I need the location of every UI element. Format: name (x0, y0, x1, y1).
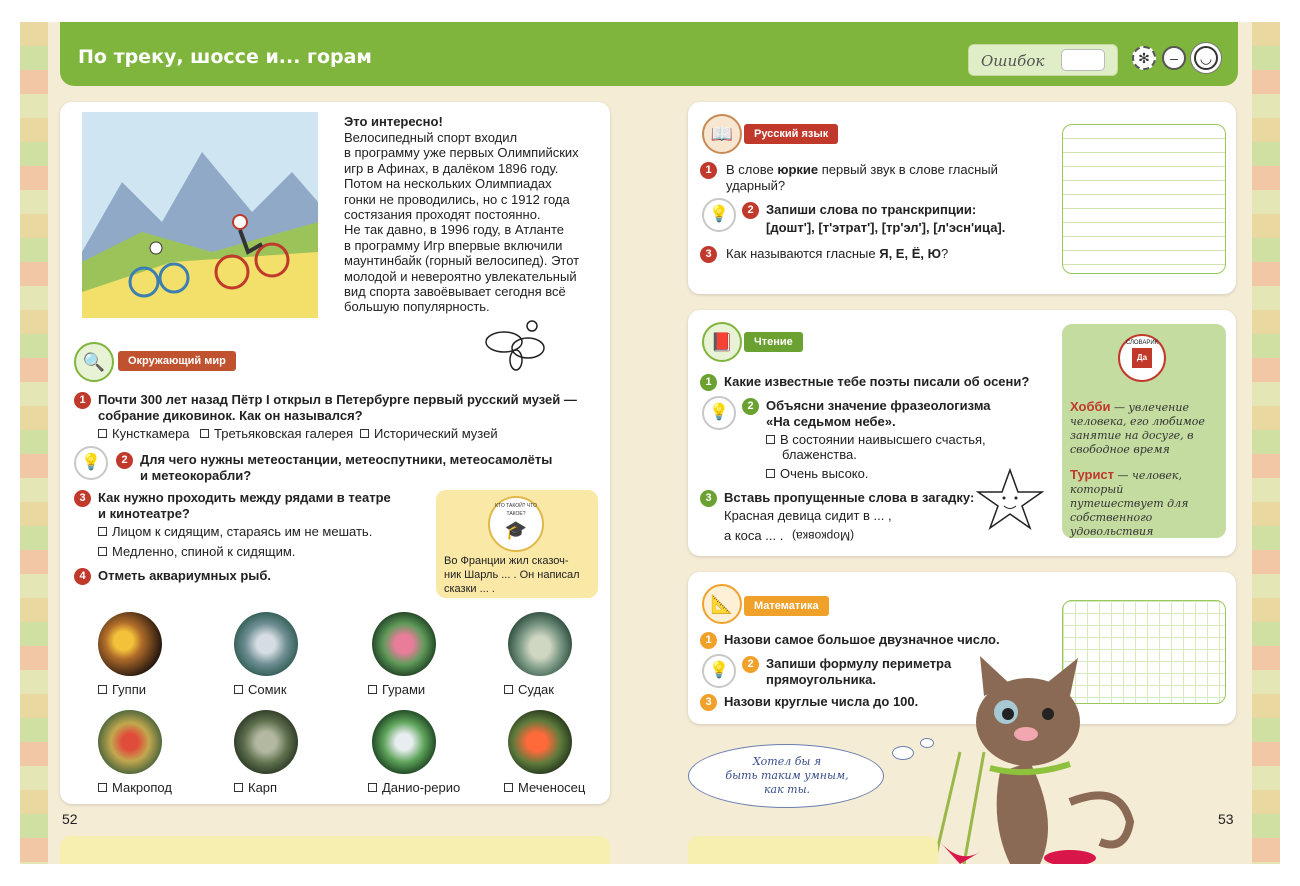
interesting-line: игр в Афинах, в далёком 1896 году. (344, 160, 559, 176)
question-text: Объясни значение фразеологизма (766, 398, 991, 413)
question-text: и кинотеатре? (98, 506, 190, 521)
option-very-high[interactable]: Очень высоко. (766, 466, 868, 481)
option-tretyakov[interactable]: Третьяковская галерея (200, 426, 353, 441)
question-text: и метеокорабли? (140, 468, 252, 483)
riddle-line-2: а коса ... . (724, 528, 784, 543)
neutral-face-icon[interactable]: – (1162, 46, 1186, 70)
question-text: Для чего нужны метеостанции, метеоспутники, метеосамолёты (140, 452, 553, 467)
lightbulb-icon: 💡 (74, 446, 108, 480)
errors-counter (968, 44, 1118, 76)
fish-option-carp[interactable]: Карп (234, 780, 277, 795)
interesting-line: Потом на нескольких Олимпиадах (344, 176, 552, 192)
lightbulb-icon: 💡 (702, 396, 736, 430)
fish-image-catfish (234, 612, 298, 676)
subject-tag-math: Математика (744, 596, 829, 616)
question-text: Как нужно проходить между рядами в театре (98, 490, 391, 505)
speech-line-1: Хотел бы я (752, 755, 822, 768)
magnifier-icon: 🔍 (74, 342, 114, 382)
question-text: Запиши слова по транскрипции: (766, 202, 977, 217)
interesting-line: молодой и невероятно увлекательный (344, 268, 577, 284)
subject-tag-russian: Русский язык (744, 124, 838, 144)
fish-option-catfish[interactable]: Сомик (234, 682, 287, 697)
dictionary-book-icon: СЛОВАРИК Да (1118, 334, 1166, 382)
answer-lines-russian[interactable] (1062, 124, 1226, 274)
question-number: 1 (700, 162, 717, 179)
question-text: прямоугольника. (766, 672, 876, 687)
question-number: 2 (116, 452, 133, 469)
book-pencil-icon: 📖 (702, 114, 742, 154)
question-text: Какие известные тебе поэты писали об осени? (724, 374, 1030, 389)
who-text-3: сказки ... . (444, 583, 495, 595)
fish-image-macropod (98, 710, 162, 774)
hobby-definition: Хобби — увлечение человека, его любимое занятие на досуге, в свободное время (1070, 399, 1205, 456)
question-number: 1 (74, 392, 91, 409)
interesting-line: вид спорта завоёвывает сегодня всё (344, 284, 566, 299)
option-back-forward[interactable]: Медленно, спиной к сидящим. (98, 544, 295, 559)
option-happiness[interactable]: В состоянии наивысшего счастья, (766, 432, 986, 447)
question-number: 3 (700, 490, 717, 507)
interesting-line: состязания проходят постоянно. (344, 207, 541, 222)
interesting-line: маунтинбайк (горный велосипед). Этот (344, 253, 580, 269)
option-kunstkamera[interactable]: Кунсткамера (98, 426, 190, 441)
bottom-strip-left (60, 836, 610, 864)
russian-panel (688, 102, 1236, 294)
who-what-box (436, 490, 598, 598)
interesting-line: Не так давно, в 1996 году, в Атланте (344, 222, 564, 238)
speech-line-3: как ты. (763, 783, 811, 796)
question-number: 1 (700, 374, 717, 391)
header-bar (60, 22, 1238, 86)
pencil-ruler-icon: 📐 (702, 584, 742, 624)
lightbulb-icon: 💡 (702, 654, 736, 688)
question-text: Отметь аквариумных рыб. (98, 568, 271, 583)
question-number: 4 (74, 568, 91, 585)
left-panel (60, 102, 610, 804)
option-face-forward[interactable]: Лицом к сидящим, стараясь им не мешать. (98, 524, 372, 539)
page-title: По треку, шоссе и... горам (78, 46, 372, 68)
question-text: [дошт'], [т'этрат'], [тр'эл'], [л'эсн'ица]. (766, 220, 1006, 235)
cyclists-illustration (82, 112, 318, 318)
who-text-2: ник Шарль ... . Он написал (444, 569, 580, 581)
page-number-left: 52 (62, 811, 78, 827)
fish-option-zander[interactable]: Судак (504, 682, 554, 697)
question-number: 3 (700, 694, 717, 711)
dictionary-box (1062, 324, 1226, 538)
page-number-right: 53 (1218, 811, 1234, 827)
question-text: собрание диковинок. Как он назывался? (98, 408, 363, 423)
fish-image-carp (234, 710, 298, 774)
book-spread (20, 22, 1280, 864)
option-happiness-cont: блаженства. (782, 447, 857, 462)
fish-option-guppy[interactable]: Гуппи (98, 682, 146, 697)
riddle-answer: (Морковка) (792, 529, 855, 543)
errors-input[interactable] (1061, 49, 1105, 71)
interesting-line: гонки не проводились, но с 1912 года (344, 191, 570, 207)
fish-image-danio (372, 710, 436, 774)
option-historical[interactable]: Исторический музей (360, 426, 498, 441)
cat-mascot (920, 652, 1140, 864)
subject-tag-reading: Чтение (744, 332, 803, 352)
question-text: ударный? (726, 178, 786, 193)
right-stripe (1252, 22, 1280, 864)
reading-panel (688, 310, 1236, 556)
butterfly-icon (480, 314, 550, 374)
question-text: Назови круглые числа до 100. (724, 694, 919, 709)
question-text: Назови самое большое двузначное число. (724, 632, 1000, 647)
book-icon: 📕 (702, 322, 742, 362)
star-face-icon (976, 466, 1046, 532)
question-text: В слове юркие первый звук в слове гласный (726, 162, 998, 177)
question-number: 3 (74, 490, 91, 507)
speech-bubble (688, 744, 884, 808)
happy-face-icon[interactable]: ◡ (1194, 46, 1218, 70)
question-number: 2 (742, 202, 759, 219)
fish-image-guppy (98, 612, 162, 676)
interesting-line: в программу уже первых Олимпийских (344, 145, 579, 161)
bottom-strip-right (688, 836, 938, 864)
fish-option-gourami[interactable]: Гурами (368, 682, 425, 697)
fish-image-swordtail (508, 710, 572, 774)
interesting-line: большую популярность. (344, 299, 490, 315)
question-number: 3 (700, 246, 717, 263)
who-text-1: Во Франции жил сказоч- (444, 555, 569, 567)
fish-image-zander (508, 612, 572, 676)
tourist-definition: Турист — человек, который путешествует для собственного удовольствия (1070, 467, 1189, 538)
interesting-line: Велосипедный спорт входил (344, 130, 518, 145)
question-text: «На седьмом небе». (766, 414, 896, 429)
fish-option-danio[interactable]: Данио-рерио (368, 780, 460, 795)
left-stripe (20, 22, 48, 864)
question-number: 2 (742, 398, 759, 415)
question-text: Почти 300 лет назад Пётр I открыл в Петербурге первый русский музей — (98, 392, 577, 407)
graduation-cap-icon: КТО ТАКОЙ? ЧТО ТАКОЕ? 🎓 (488, 496, 544, 552)
question-text: Как называются гласные Я, Е, Ё, Ю? (726, 246, 949, 261)
fish-image-gourami (372, 612, 436, 676)
question-text: Запиши формулу периметра (766, 656, 952, 671)
subject-tag-world: Окружающий мир (118, 351, 236, 371)
interesting-title: Это интересно! (344, 114, 443, 129)
fish-option-swordtail[interactable]: Меченосец (504, 780, 585, 795)
speech-line-2: быть таким умным, (725, 769, 849, 782)
question-text: Вставь пропущенные слова в загадку: (724, 490, 975, 505)
fish-option-macropod[interactable]: Макропод (98, 780, 172, 795)
errors-label: Ошибок (981, 52, 1045, 70)
question-number: 2 (742, 656, 759, 673)
interesting-line: в программу Игр впервые включили (344, 237, 563, 253)
speech-dot (892, 746, 914, 760)
angry-face-icon[interactable]: ✻ (1132, 46, 1156, 70)
question-number: 1 (700, 632, 717, 649)
lightbulb-icon: 💡 (702, 198, 736, 232)
riddle-line-1: Красная девица сидит в ... , (724, 508, 892, 523)
